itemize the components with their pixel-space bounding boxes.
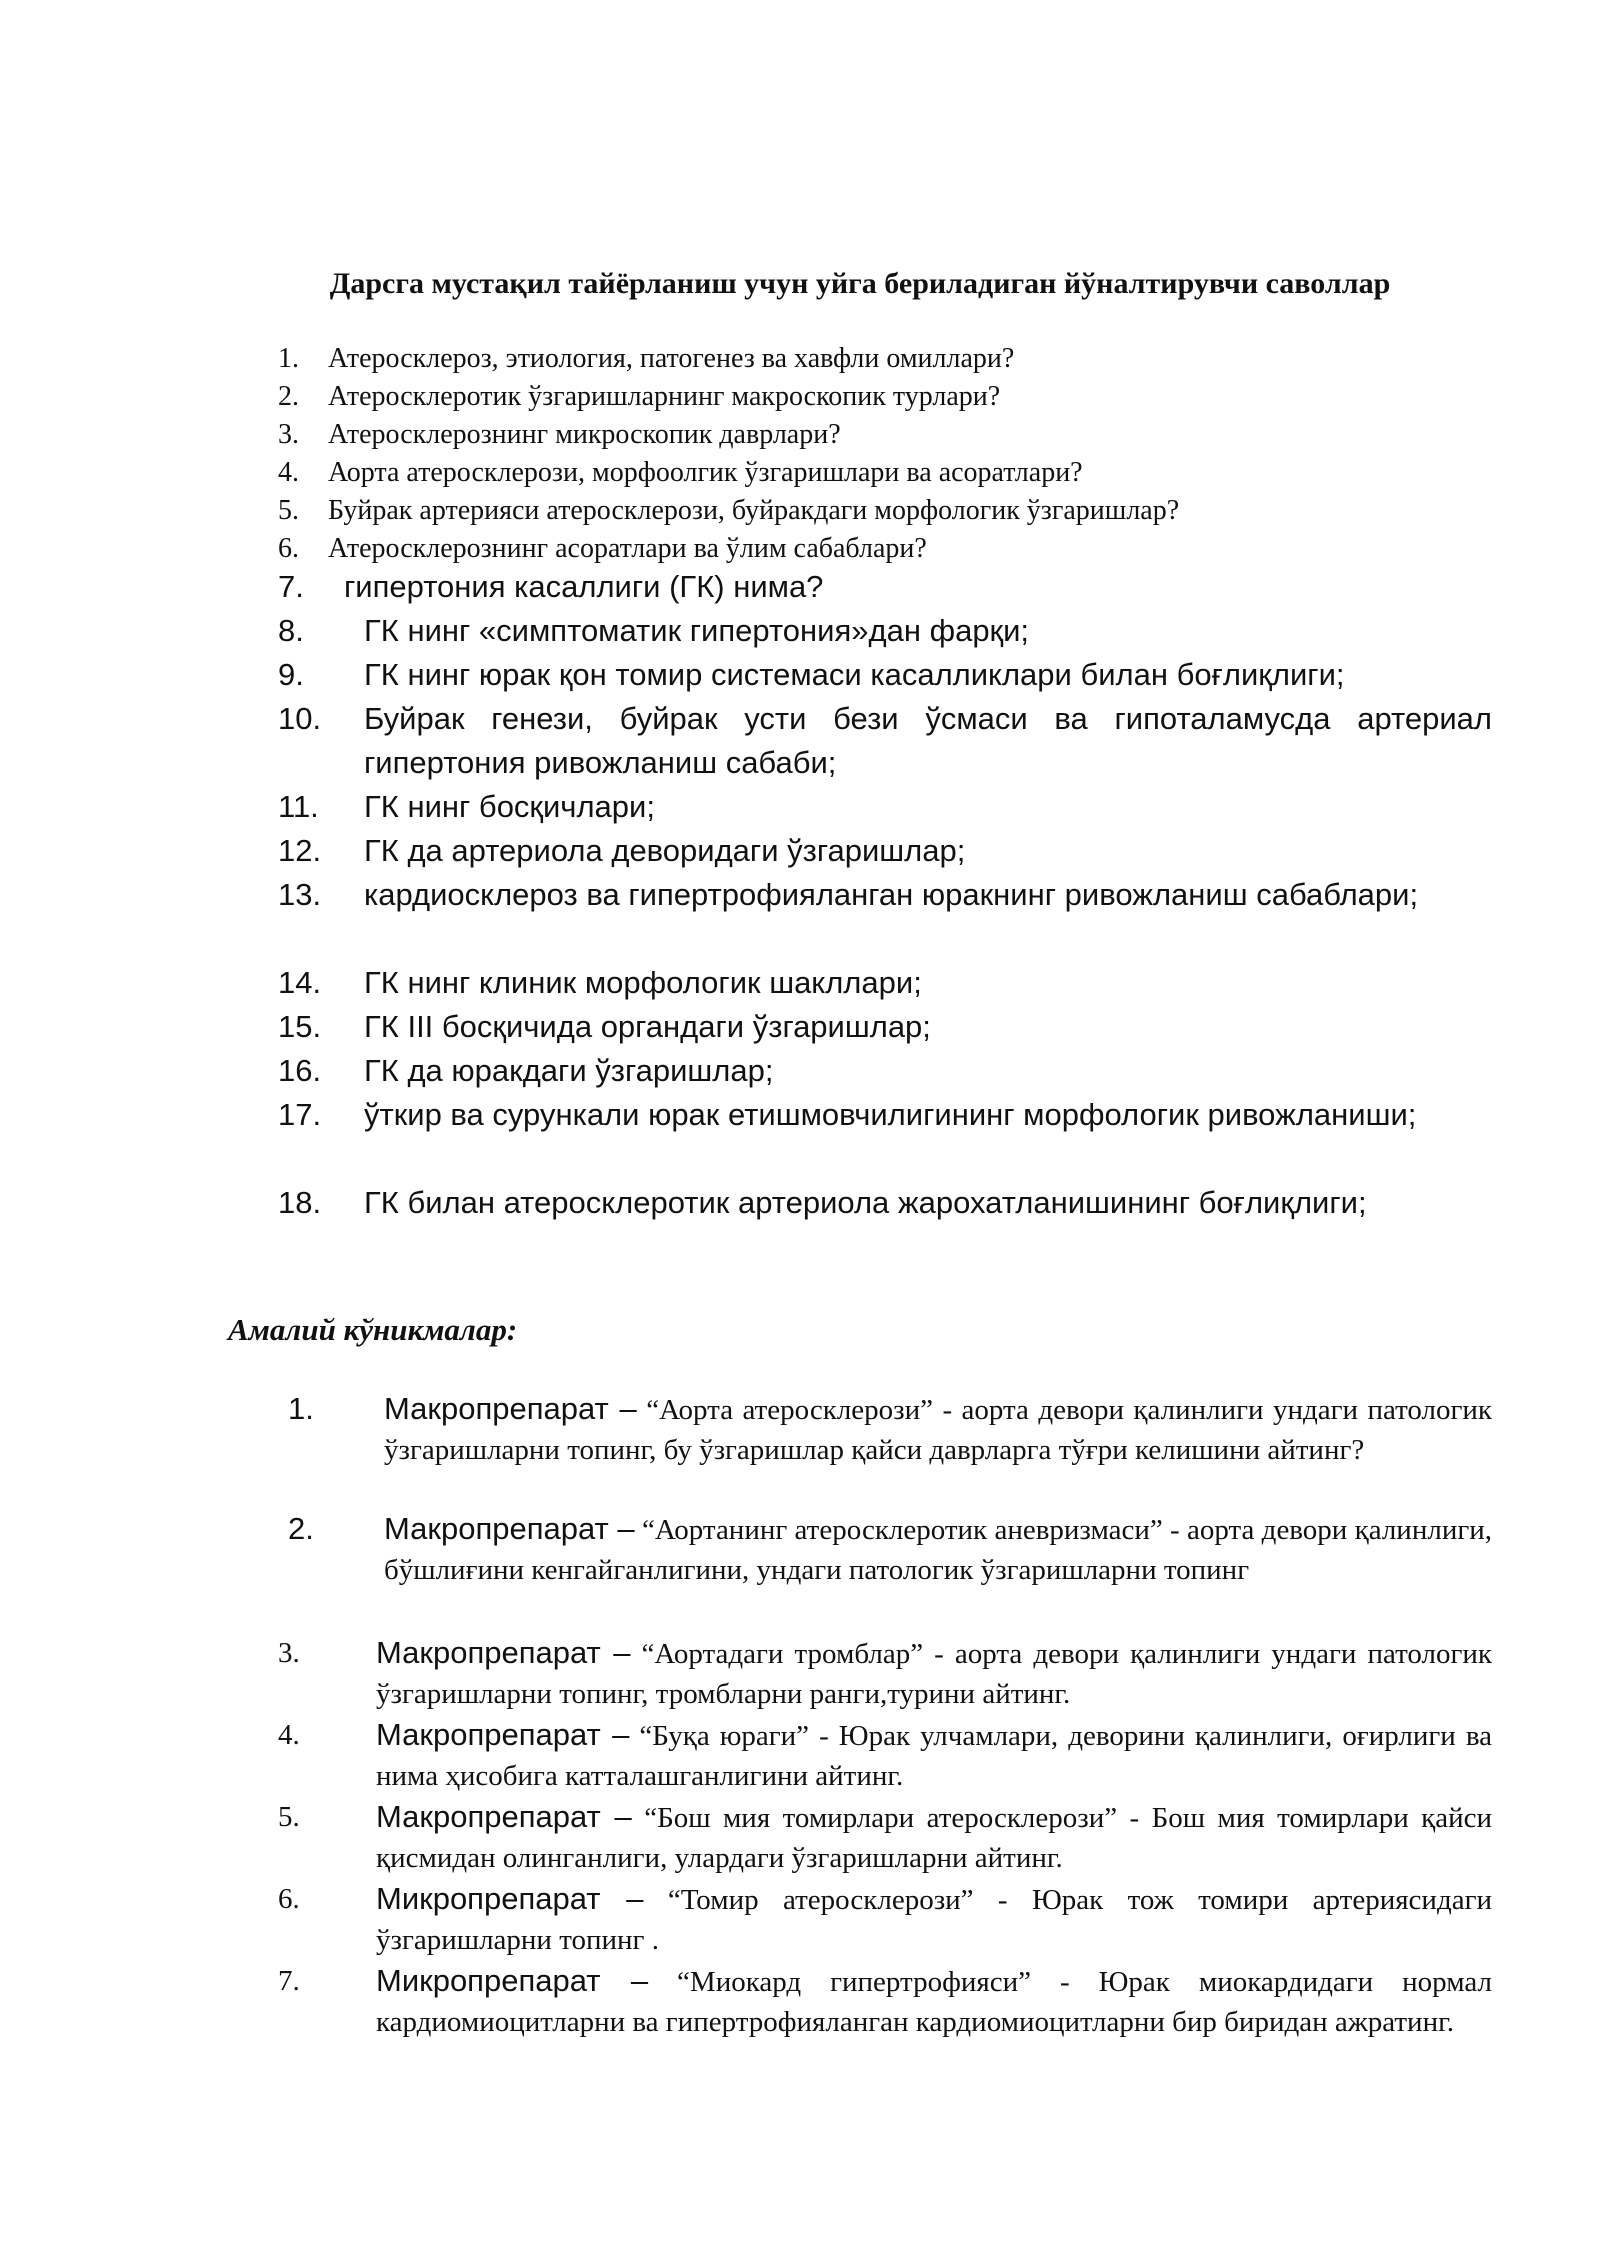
item-number: 18. — [278, 1185, 322, 1220]
item-number: 16. — [278, 1053, 322, 1088]
item-text — [376, 1797, 1492, 1878]
item-text — [376, 1879, 1492, 1960]
item-lead: Микропрепарат – — [376, 1881, 644, 1916]
item-number: 8. — [278, 613, 304, 648]
item-text — [384, 1389, 1492, 1470]
item-body: “Аортадаги тромблар” - аорта девори қалинлиги ундаги патологик ўзгаришларни топинг, тромбларни ранги,турини айтинг. — [376, 1638, 1492, 1710]
item-text — [376, 1633, 1492, 1714]
item-lead: Макропрепарат – — [376, 1717, 630, 1752]
item-body: “Буқа юраги” - Юрак улчамлари, деворини қалинлиги, оғирлиги ва нима ҳисобига катталашганлигини айтинг. — [376, 1720, 1492, 1792]
item-number: 4. — [278, 1719, 300, 1751]
item-number: 17. — [278, 1097, 322, 1132]
item-number: 7. — [278, 1965, 300, 1997]
item-number: 12. — [278, 833, 322, 868]
item-number: 3. — [278, 419, 299, 450]
item-number: 2. — [288, 1511, 314, 1546]
item-text: ГК билан атеросклеротик артериола жарохатланишининг боғлиқлиги; — [364, 1185, 1367, 1220]
item-number: 1. — [278, 343, 299, 374]
item-text — [376, 1961, 1492, 2042]
item-text: кардиосклероз ва гипертрофияланган юракнинг ривожланиш сабаблари; — [364, 877, 1419, 912]
item-text: Атеросклеротик ўзгаришларнинг макроскопик турлари? — [328, 381, 1001, 412]
item-text — [376, 1715, 1492, 1796]
item-text: гипертония касаллиги (ГК) нима? — [344, 569, 824, 604]
item-body: “Бош мия томирлари атеросклерози” - Бош мия томирлари қайси қисмидан олинганлиги, улардаги ўзгаришларни айтинг. — [376, 1802, 1492, 1874]
item-lead: Макропрепарат – — [376, 1635, 631, 1670]
item-text: ГК да артериола деворидаги ўзгаришлар; — [364, 833, 966, 868]
item-lead: Макропрепарат – — [384, 1511, 635, 1546]
item-number: 5. — [278, 1801, 300, 1833]
item-body: “Аортанинг атеросклеротик аневризмаси” - аорта девори қалинлиги, бўшлиғини кенгайганлигини, ундаги патологик ўзгаришларни топинг — [384, 1514, 1492, 1586]
item-number: 10. — [278, 701, 322, 736]
item-text — [384, 1509, 1492, 1590]
item-number: 11. — [278, 789, 319, 824]
item-text: ГК нинг юрак қон томир системаси касалликлари билан боғлиқлиги; — [364, 657, 1345, 692]
section-heading: Амалий кўникмалар: — [228, 1312, 518, 1347]
item-number: 4. — [278, 457, 299, 488]
item-lead: Макропрепарат – — [384, 1391, 637, 1426]
item-number: 1. — [288, 1391, 314, 1426]
item-body: “Миокард гипертрофияси” - Юрак миокардидаги нормал кардиомиоцитларни ва гипертрофияланган кардиомиоцитларни бир биридан ажратинг. — [376, 1966, 1492, 2038]
item-text: ГК нинг клиник морфологик шакллари; — [364, 965, 922, 1000]
item-text: Буйрак генези, буйрак усти бези ўсмаси ва гипоталамусда артериал гипертония ривожланиш сабаби; — [364, 701, 1492, 780]
item-number: 13. — [278, 877, 322, 912]
item-text: Атеросклероз, этиология, патогенез ва хавфли омиллари? — [328, 343, 1015, 374]
item-text: Атеросклерознинг асоратлари ва ўлим сабаблари? — [328, 533, 927, 564]
item-text: Аорта атеросклерози, морфоолгик ўзгаришлари ва асоратлари? — [328, 457, 1083, 488]
item-number: 14. — [278, 965, 322, 1000]
item-text: Атеросклерознинг микроскопик даврлари? — [328, 419, 841, 450]
item-body: “Томир атеросклерози” - Юрак тож томири артериясидаги ўзгаришларни топинг . — [376, 1884, 1492, 1956]
item-number: 3. — [278, 1637, 300, 1669]
item-number: 5. — [278, 495, 299, 526]
item-text: ГК нинг босқичлари; — [364, 789, 655, 824]
item-lead: Микропрепарат – — [376, 1963, 649, 1998]
item-text: Буйрак артерияси атеросклерози, буйракдаги морфологик ўзгаришлар? — [328, 495, 1180, 526]
item-number: 6. — [278, 533, 299, 564]
item-number: 2. — [278, 381, 299, 412]
item-number: 7. — [278, 569, 304, 604]
item-body: “Аорта атеросклерози” - аорта девори қалинлиги ундаги патологик ўзгаришларни топинг, бу ўзгаришлар қайси даврларга тўғри келишини айтинг? — [384, 1394, 1492, 1466]
item-number: 6. — [278, 1883, 300, 1915]
item-number: 15. — [278, 1009, 322, 1044]
item-text: ГК нинг «симптоматик гипертония»дан фарқи; — [364, 613, 1030, 648]
page-title: Дарсга мустақил тайёрланиш учун уйга бериладиган йўналтирувчи саволлар — [329, 267, 1391, 300]
item-lead: Макропрепарат – — [376, 1799, 632, 1834]
item-text: ГК да юракдаги ўзгаришлар; — [364, 1053, 774, 1088]
item-text: ГК III босқичида органдаги ўзгаришлар; — [364, 1009, 931, 1044]
item-number: 9. — [278, 657, 304, 692]
item-text: ўткир ва сурункали юрак етишмовчилигининг морфологик ривожланиши; — [364, 1097, 1417, 1132]
